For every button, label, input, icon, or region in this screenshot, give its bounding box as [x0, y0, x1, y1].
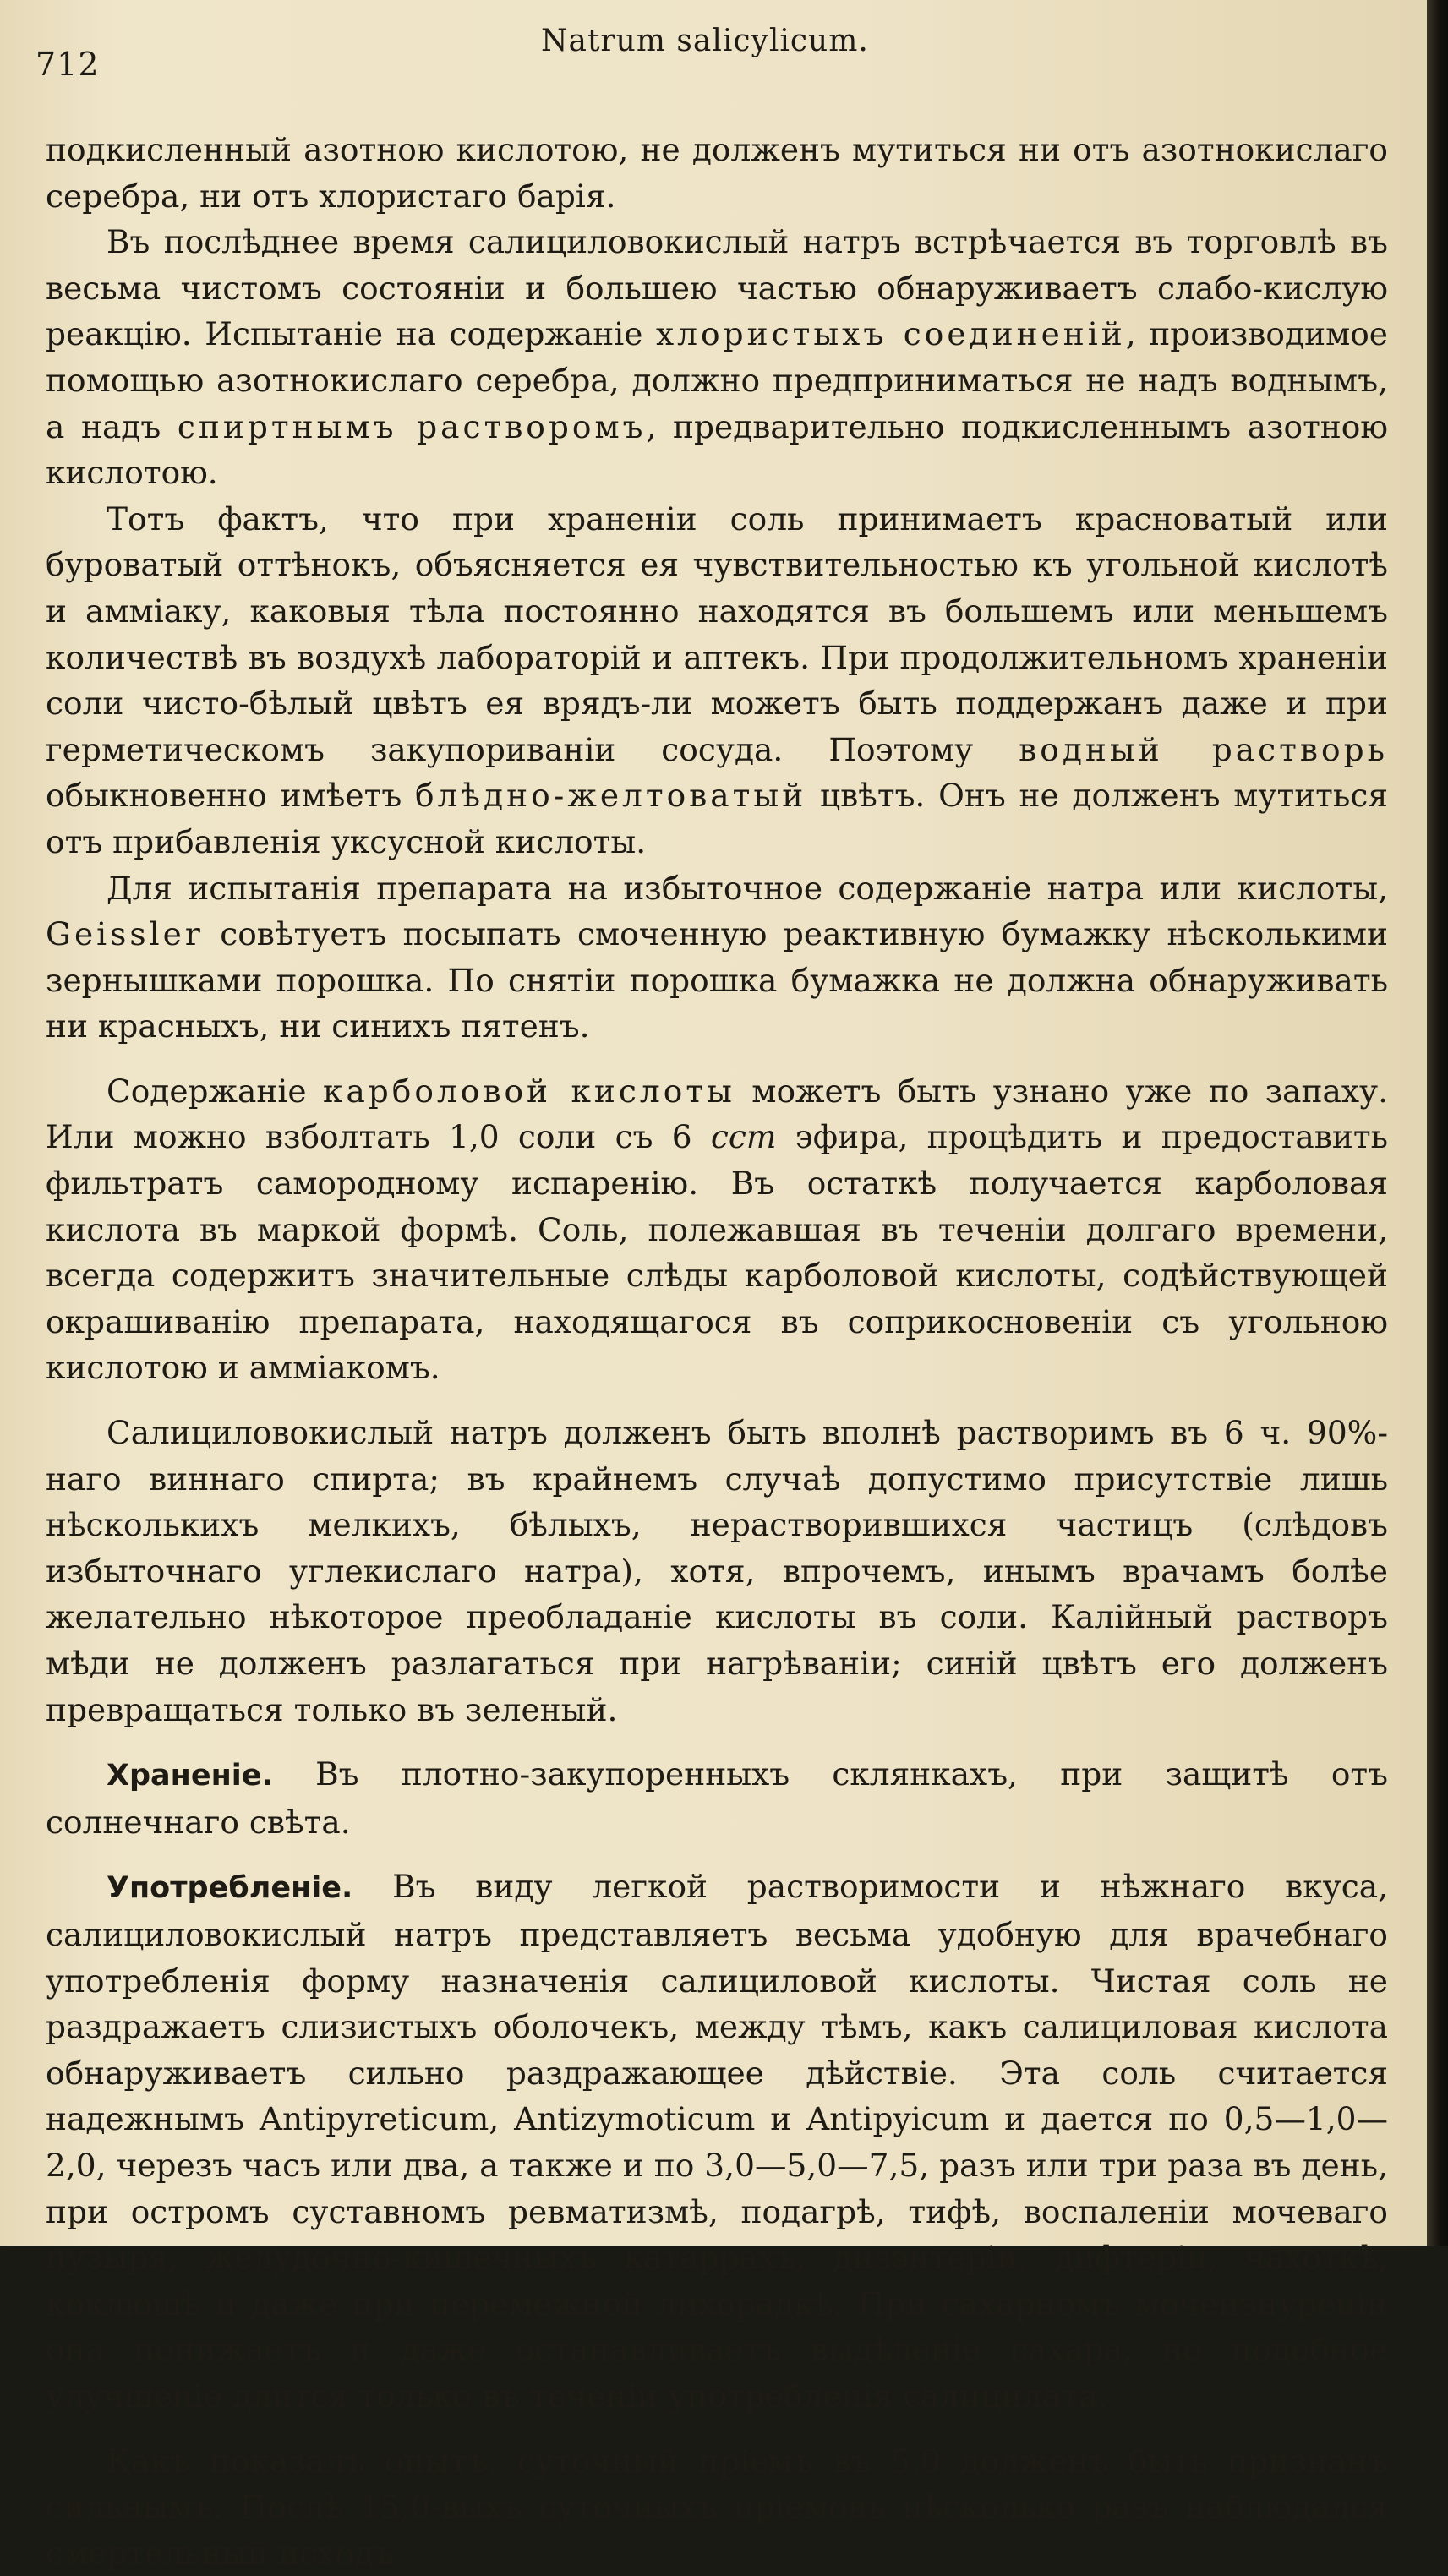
paragraph-2: Въ послѣднее время салициловокислый натръ встрѣчается въ торговлѣ въ весьма чистомъ состояніи и большею частью обнаруживаетъ слабо-кислую реакцію. Испытаніе на содержаніе хлористыхъ соединеній, производимое помощью азотнокислаго серебра, должно предприниматься не надъ воднымъ, а надъ спиртнымъ растворомъ, предварительно подкисленнымъ азотною кислотою. [46, 219, 1388, 496]
heading-usage: Употребленіе. [107, 1871, 352, 1905]
emphasis-pale-yellow: блѣдно-желтоватый [415, 777, 806, 814]
unit-ccm: cст [711, 1118, 777, 1155]
paragraph-1: подкисленный азотною кислотою, не долженъ мутиться ни отъ азотнокислаго серебра, ни отъ хлористаго барія. [46, 127, 1388, 219]
page-number: 712 [36, 46, 100, 83]
emphasis-spirit-solution: спиртнымъ растворомъ [178, 408, 647, 445]
author-geissler: Geissler [46, 915, 204, 952]
emphasis-aqueous-solution: водный растворь [1019, 731, 1388, 768]
emphasis-chlorides: хлористыхъ соединеній [656, 315, 1126, 352]
body-text [46, 127, 1388, 2576]
emphasis-carbolic-acid: карболовой кислоты [323, 1072, 735, 1110]
book-spine-edge [1427, 0, 1448, 2246]
paragraph-usage: Употребленіе. Въ виду легкой растворимости и нѣжнаго вкуса, салициловокислый натръ представляетъ весьма удобную для врачебнаго употребленія форму назначенія салициловой кислоты. Чистая соль не раздражаетъ слизистыхъ оболочекъ, между тѣмъ, какъ салициловая кислота обнаруживаетъ сильно раздражающее дѣйствіе. Эта соль считается надежнымъ Antipyreticum, Antizymoticum и Antipyicum и дается по 0,5—1,0—2,0, черезъ часъ или два, а также и по 3,0—5,0—7,5, разъ или три раза въ день, при остромъ суставномъ ревматизмѣ, подагрѣ, тифѣ, воспаленіи мочеваго пузыря, желудочно-кишечныхъ катаррахъ, дизэнтеріи, дифтеріи, чахоткѣ, коклюшѣ и даже при перемежной лихорадкѣ. При сахарномъ мочеизнуреніи она понижаетъ и даже останавливаетъ выдѣленіе сахара, но подобное улучшеніе длится только въ теченіи употребленія салицилата. [46, 1864, 1388, 2419]
running-title: Natrum salicylicum. [541, 24, 869, 58]
paragraph-4: Для испытанія препарата на избыточное содержаніе натра или кислоты, Geissler совѣтуетъ посыпать смоченную реактивную бумажку нѣсколькими зернышками порошка. По снятіи порошка бумажка не должна обнаруживать ни красныхъ, ни синихъ пятенъ. [46, 865, 1388, 1050]
paragraph-storage: Храненіе. Въ плотно-закупоренныхъ склянкахъ, при защитѣ отъ солнечнаго свѣта. [46, 1751, 1388, 1845]
paragraph-3: Тотъ фактъ, что при храненіи соль принимаетъ красноватый или буроватый оттѣнокъ, объясняется ея чувствительностью къ угольной кислотѣ и амміаку, каковыя тѣла постоянно находятся въ большемъ или меньшемъ количествѣ въ воздухѣ лабораторій и аптекъ. При продолжительномъ храненіи соли чисто-бѣлый цвѣтъ ея врядъ-ли можетъ быть поддержанъ даже и при герметическомъ закупориваніи сосуда. Поэтому водный растворь обыкновенно имѣетъ блѣдно-желтоватый цвѣтъ. Онъ не долженъ мутиться отъ прибавленія уксусной кислоты. [46, 496, 1388, 865]
paragraph-5: Содержаніе карболовой кислоты можетъ быть узнано уже по запаху. Или можно взболтать 1,0 соли съ 6 cст эфира, процѣдить и предоставить фильтратъ самородному испаренію. Въ остаткѣ получается карболовая кислота въ маркой формѣ. Соль, полежавшая въ теченіи долгаго времени, всегда содержитъ значительные слѣды карболовой кислоты, содѣйствующей окрашиванію препарата, находящагося въ соприкосновеніи съ угольною кислотою и амміакомъ. [46, 1068, 1388, 1391]
paragraph-dose: Какъ показалъ опытъ, суточный пріемъ въ 5,0 долженъ быть признанъ сильнымъ. Послѣ 15,0-выхъ суточныхъ пріемовъ нѣсколько разъ наблюдался смертельный исходъ. [46, 2438, 1388, 2576]
heading-storage: Храненіе. [107, 1759, 273, 1793]
page-header [0, 24, 1427, 74]
paragraph-6: Салициловокислый натръ долженъ быть вполнѣ растворимъ въ 6 ч. 90%-наго виннаго спирта; въ крайнемъ случаѣ допустимо присутствіе лишь нѣсколькихъ мелкихъ, бѣлыхъ, нерастворившихся частицъ (слѣдовъ избыточнаго углекислаго натра), хотя, впрочемъ, инымъ врачамъ болѣе желательно нѣкоторое преобладаніе кислоты въ соли. Калійный растворъ мѣди не долженъ разлагаться при нагрѣваніи; синій цвѣтъ его долженъ превращаться только въ зеленый. [46, 1410, 1388, 1733]
